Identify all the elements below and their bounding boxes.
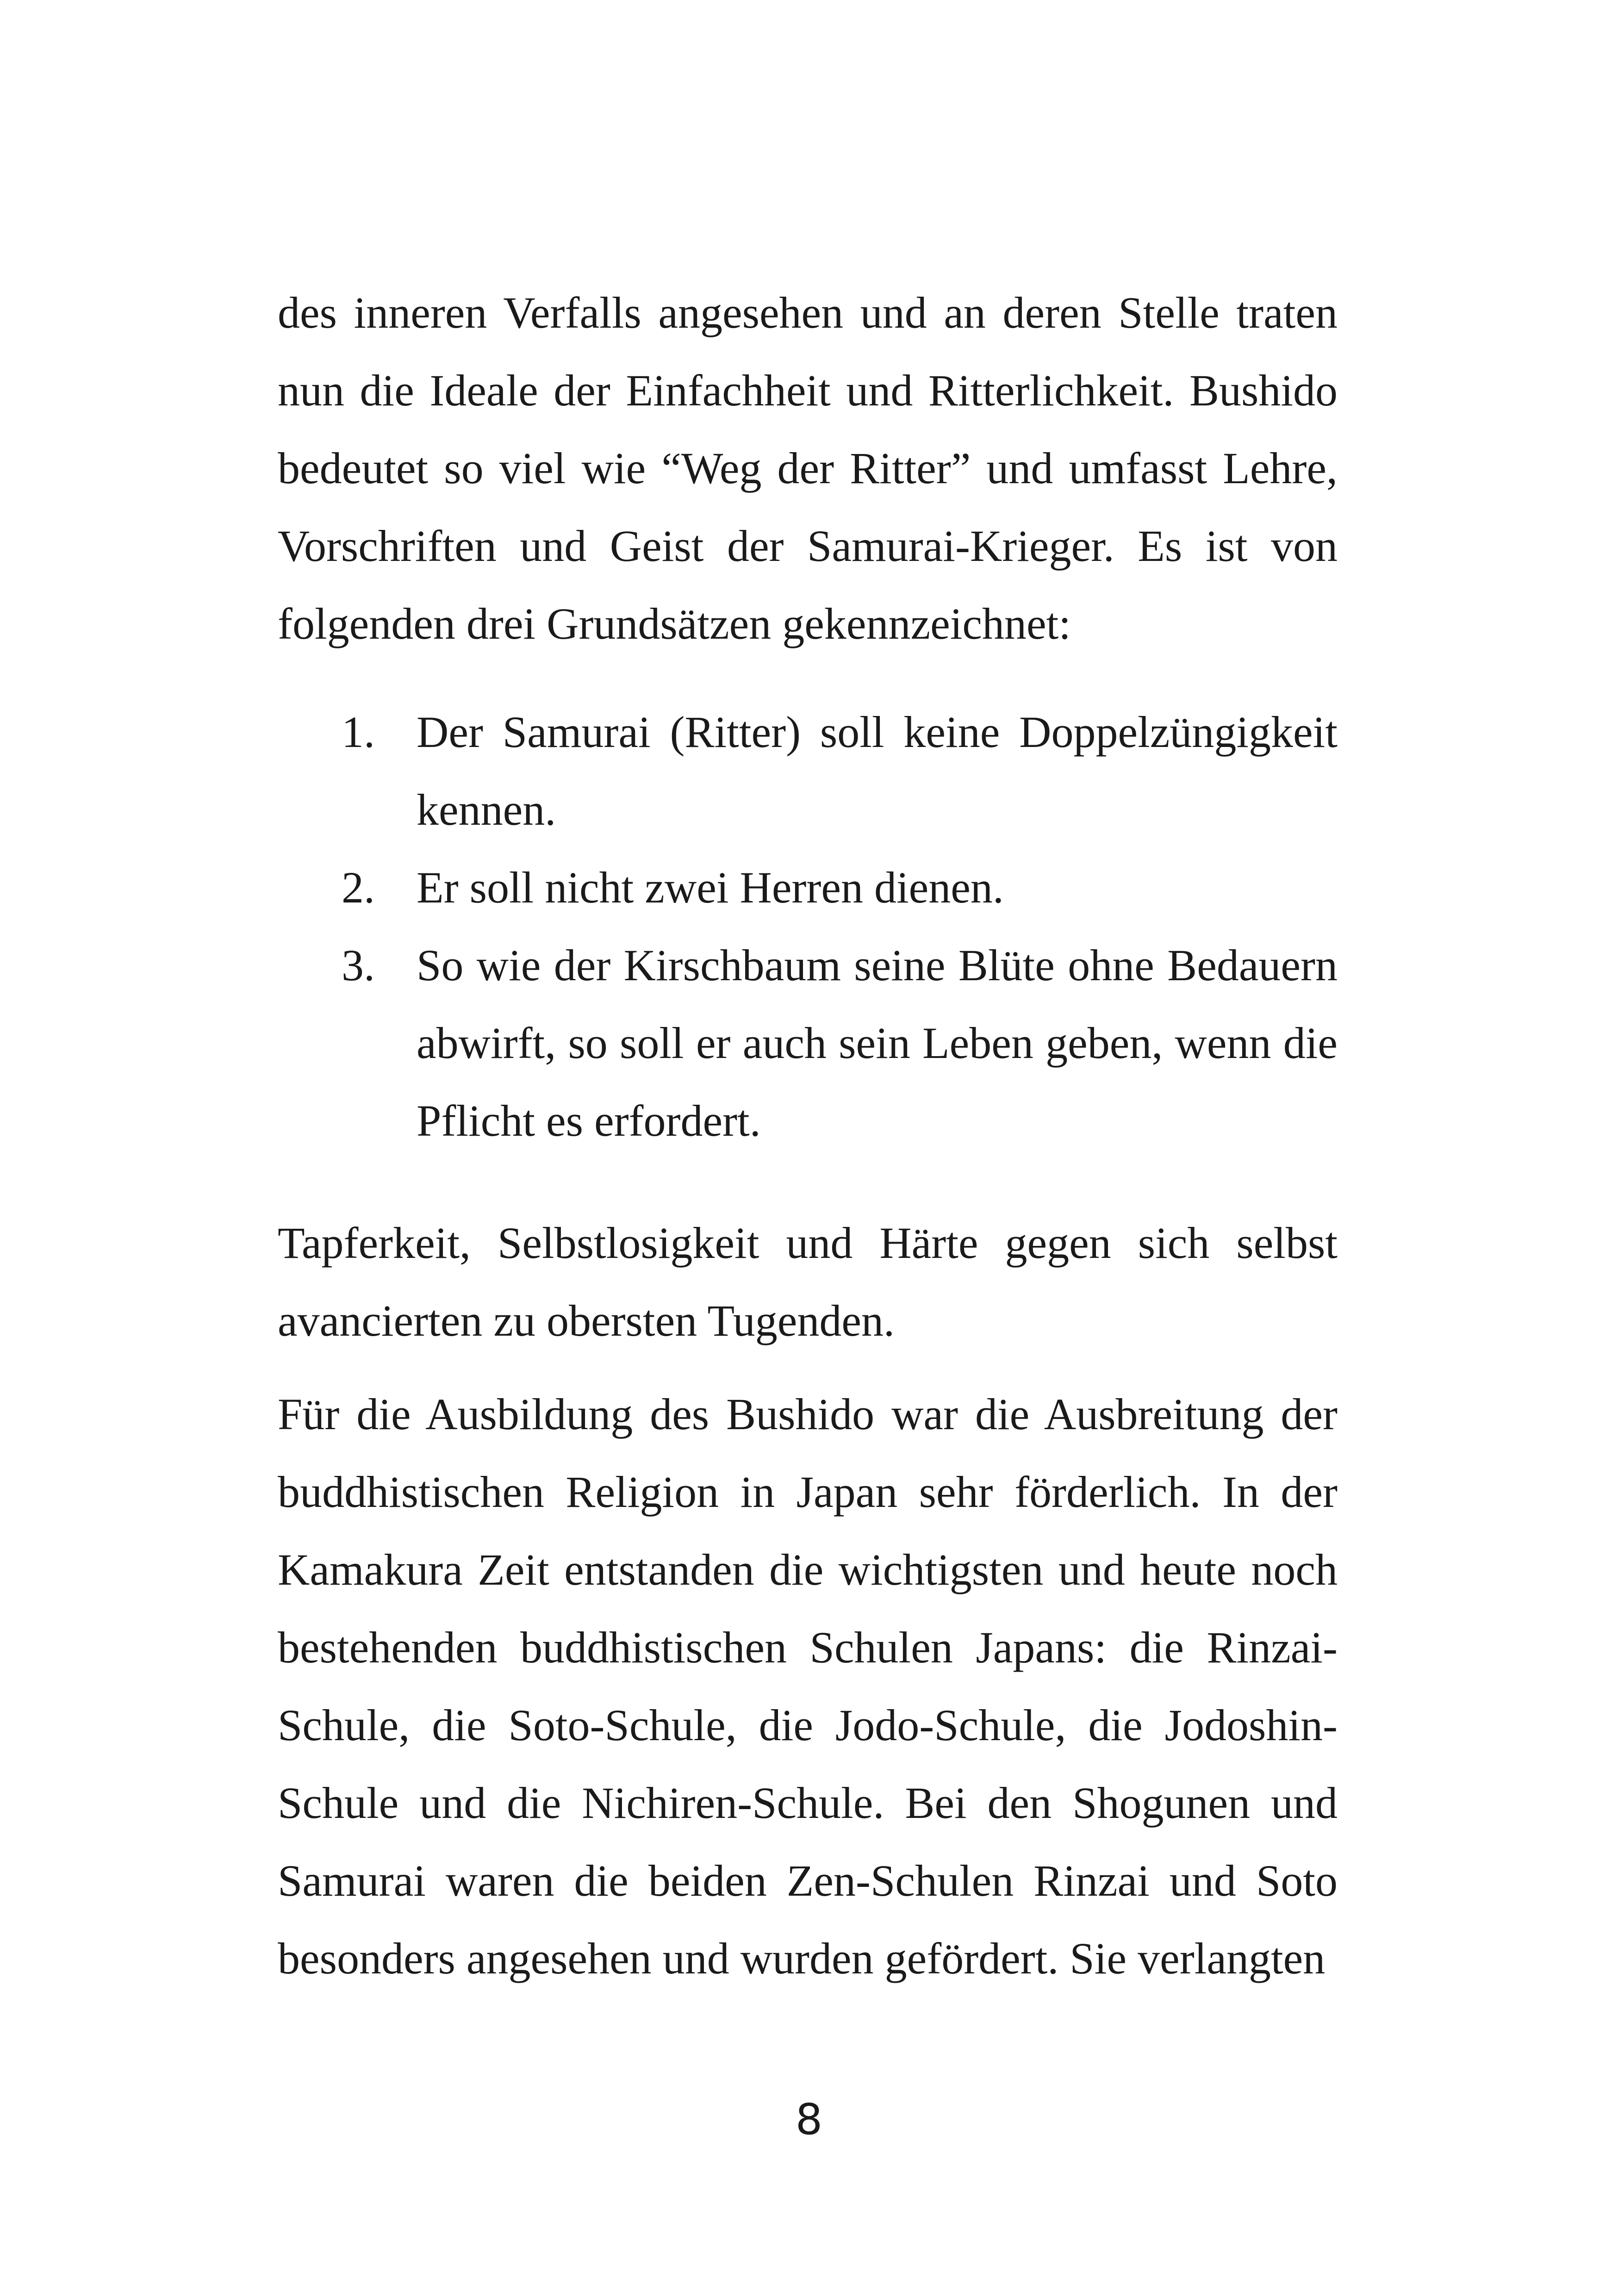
list-item-number: 1.: [342, 707, 375, 757]
paragraph-virtues: Tapferkeit, Selbstlosigkeit und Härte gegen sich selbst avancierten zu obersten Tugenden.: [278, 1218, 1338, 1345]
list-item: [0, 927, 1618, 1160]
paragraph-buddhist-schools: Für die Ausbildung des Bushido war die Ausbreitung der buddhistischen Religion in Japan sehr förderlich. In der Kamakura Zeit entstanden die wichtigsten und heute noch bestehenden buddhistischen Schulen Japans: die Rinzai-Schule, die Soto-Schule, die Jodo-Schule, die Jodoshin-Schule und die Nichiren-Schule. Bei den Shogunen und Samurai waren die beiden Zen-Schulen Rinzai und Soto besonders angesehen und wurden gefördert. Sie verlangten: [278, 1389, 1338, 1983]
list-item-number: 3.: [342, 940, 375, 990]
list-item-number: 2.: [342, 863, 375, 912]
list-item: [0, 849, 1618, 927]
page-number: 8: [795, 2095, 823, 2144]
list-item: [0, 693, 1618, 849]
principles-list: [0, 693, 1618, 1160]
list-item-text: Der Samurai (Ritter) soll keine Doppelzüngigkeit kennen.: [417, 707, 1338, 834]
list-item-text: Er soll nicht zwei Herren dienen.: [417, 863, 1004, 912]
paragraph-bushido-intro: des inneren Verfalls angesehen und an deren Stelle traten nun die Ideale der Einfachheit und Ritterlichkeit. Bushido bedeutet so viel wie “Weg der Ritter” und umfasst Lehre, Vorschriften und Geist der Samurai-Krieger. Es ist von folgenden drei Grundsätzen gekennzeichnet:: [278, 288, 1338, 648]
list-item-text: So wie der Kirschbaum seine Blüte ohne Bedauern abwirft, so soll er auch sein Leben geben, wenn die Pflicht es erfordert.: [417, 940, 1338, 1145]
